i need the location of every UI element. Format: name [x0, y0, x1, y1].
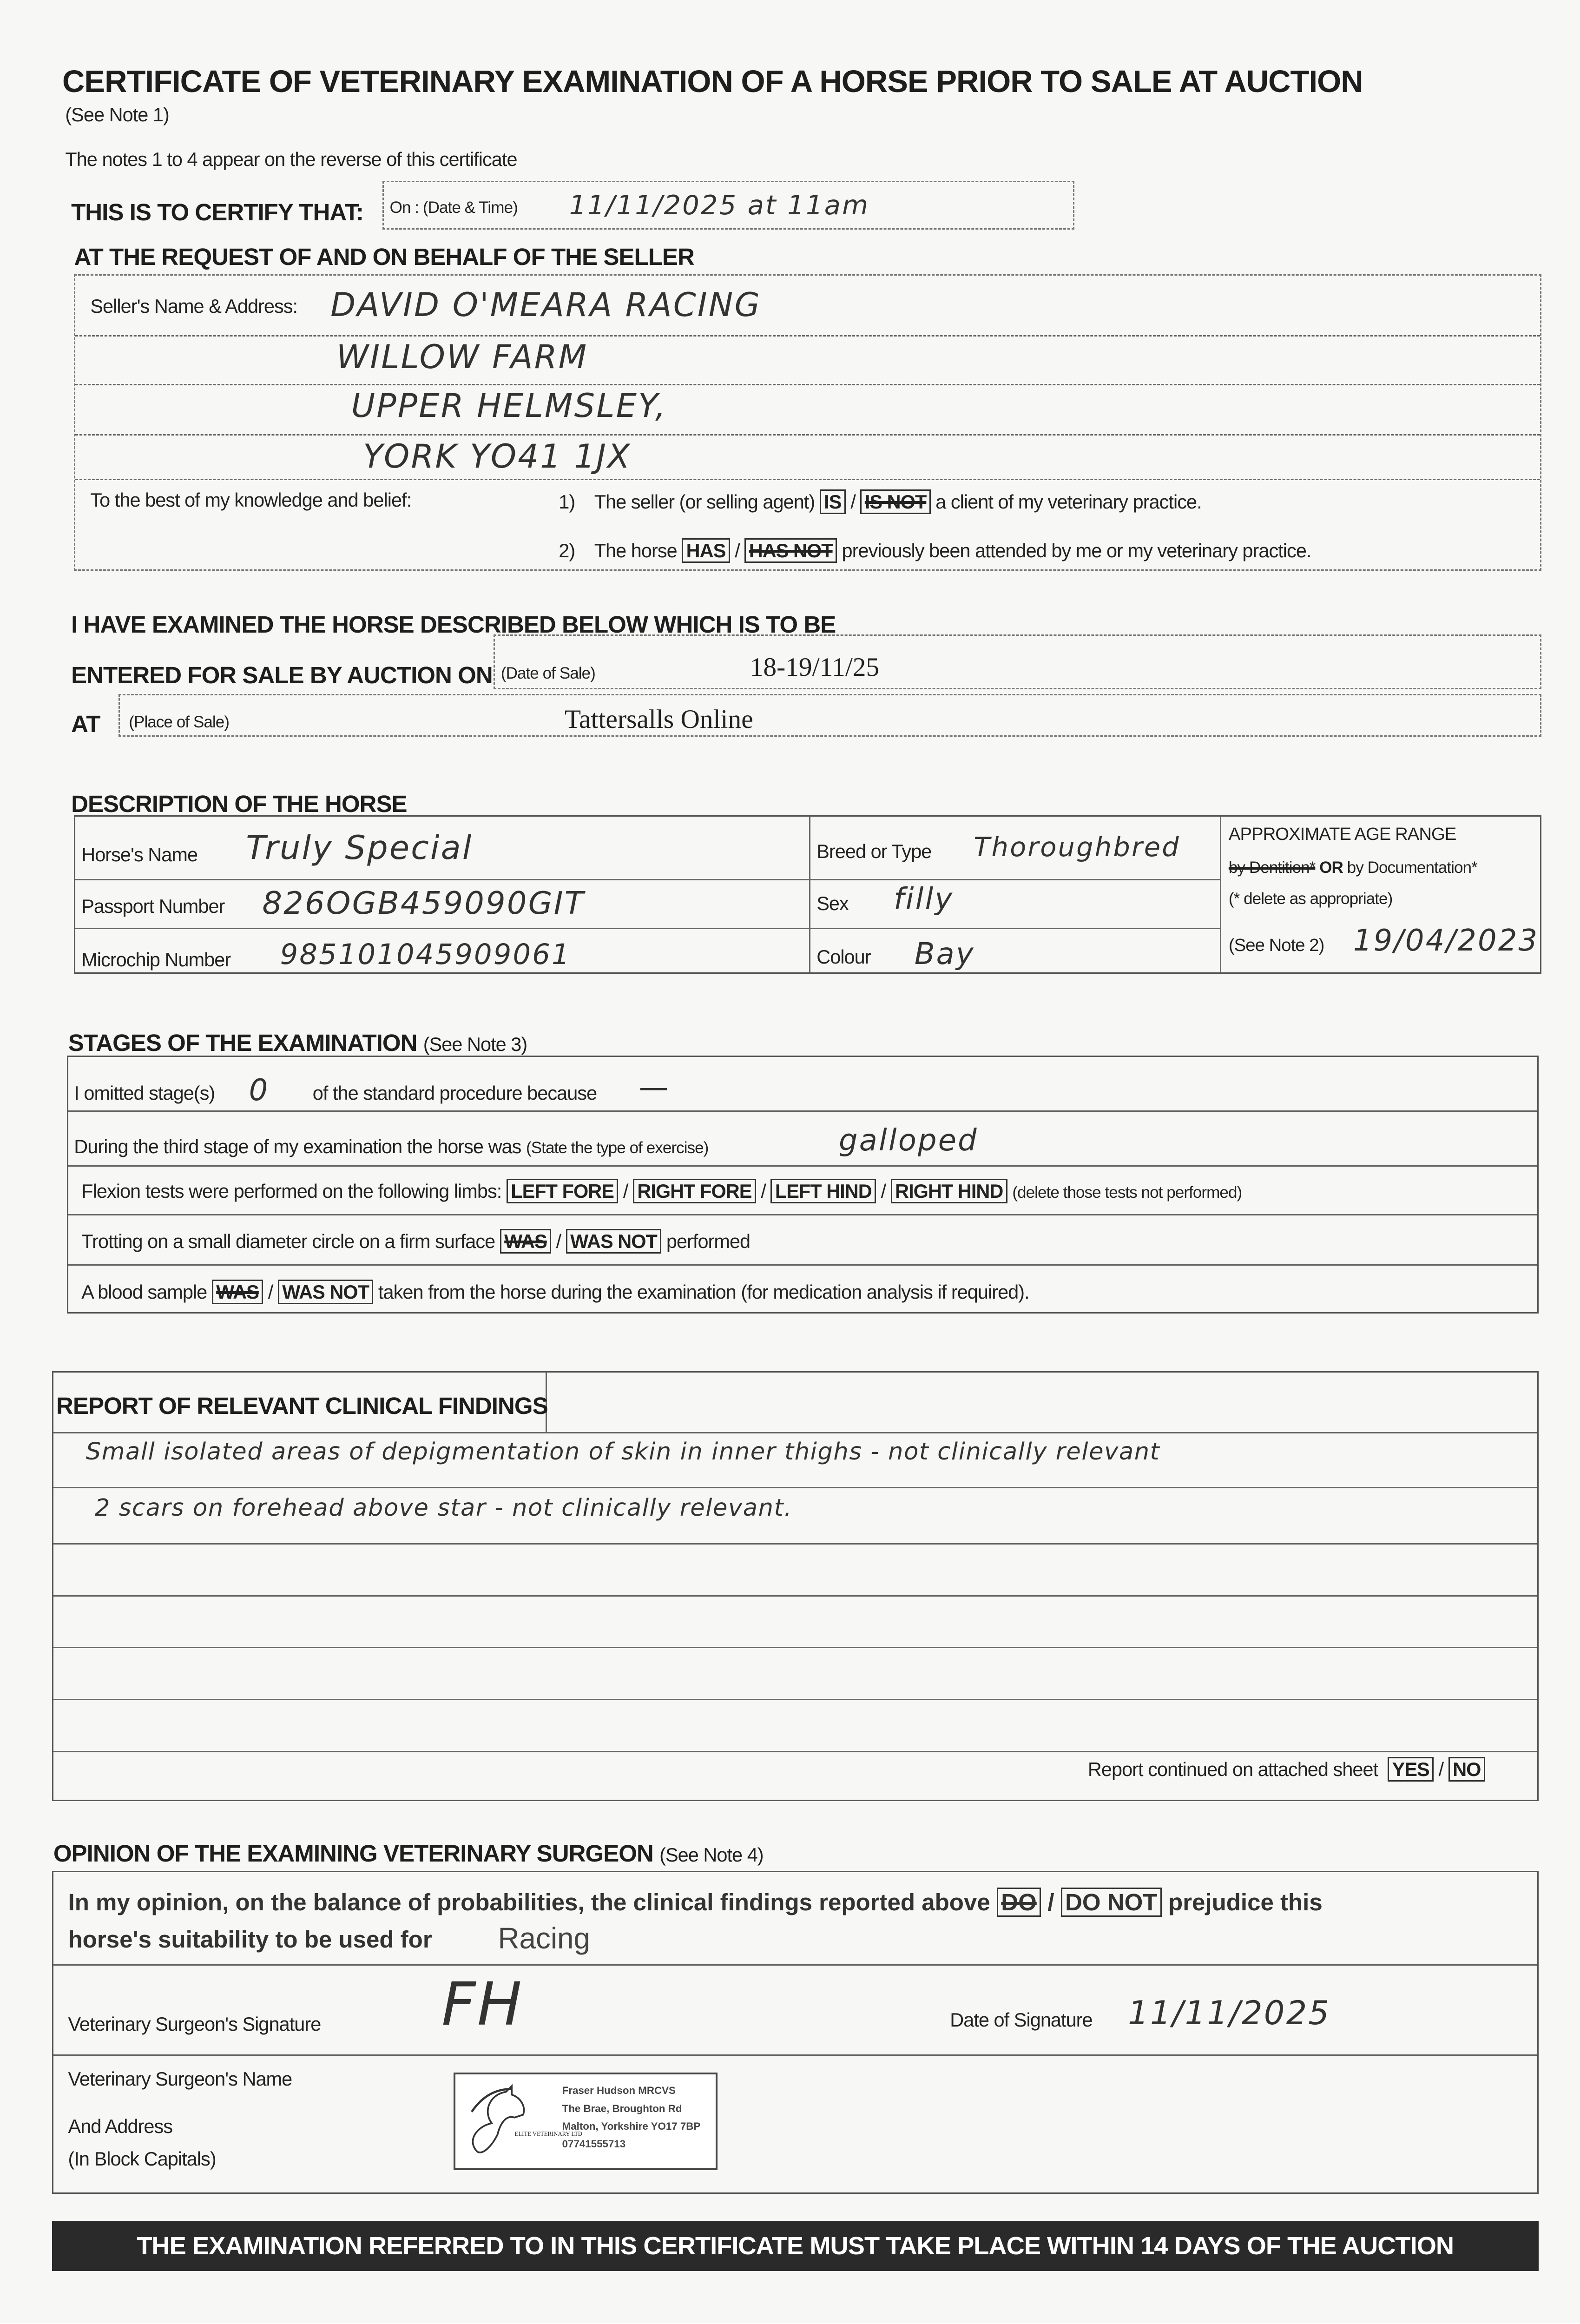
trot-label: Trotting on a small diameter circle on a firm surface: [81, 1230, 495, 1253]
report-continued-label: Report continued on attached sheet: [1087, 1758, 1378, 1780]
use-value: Racing: [498, 1921, 591, 1955]
stages-heading-text: STAGES OF THE EXAMINATION: [68, 1029, 417, 1056]
see-note-1: (See Note 1): [65, 104, 169, 126]
flexion-hint: (delete those tests not performed): [1012, 1183, 1242, 1202]
omitted-reason: —: [639, 1070, 670, 1105]
blood-was-not-option[interactable]: WAS NOT: [278, 1280, 374, 1304]
trot-was-option[interactable]: WAS: [500, 1229, 551, 1254]
vet-name-label: Veterinary Surgeon's Name: [68, 2068, 292, 2090]
seller-line-1: DAVID O'MEARA RACING: [330, 286, 762, 324]
opinion-note: (See Note 4): [659, 1844, 764, 1866]
age-heading: APPROXIMATE AGE RANGE: [1228, 824, 1456, 845]
description-table: [74, 815, 1541, 974]
has-option[interactable]: HAS: [682, 538, 730, 563]
trot-row: Trotting on a small diameter circle on a firm surface WAS / WAS NOT performed: [81, 1230, 750, 1253]
certify-date-value: 11/11/2025 at 11am: [569, 190, 870, 221]
date-signature-label: Date of Signature: [950, 2008, 1093, 2031]
seller-section: [74, 274, 1541, 571]
seller-label: Seller's Name & Address:: [90, 295, 298, 317]
continued-no-option[interactable]: NO: [1448, 1757, 1485, 1782]
report-heading: REPORT OF RELEVANT CLINICAL FINDINGS: [56, 1392, 548, 1419]
age-by-documentation-option[interactable]: by Documentation*: [1347, 858, 1477, 877]
stamp-line-1: Fraser Hudson MRCVS: [562, 2085, 676, 2097]
microchip-label: Microchip Number: [81, 949, 231, 971]
blood-was-option[interactable]: WAS: [212, 1280, 263, 1304]
sex-label: Sex: [816, 892, 849, 914]
microchip-value: 985101045909061: [280, 938, 571, 971]
opinion-text-3: horse's suitability to be used for: [68, 1926, 432, 1953]
certify-label: THIS IS TO CERTIFY THAT:: [71, 199, 364, 226]
date-signature-value: 11/11/2025: [1128, 1994, 1331, 2032]
continued-yes-option[interactable]: YES: [1388, 1757, 1434, 1782]
block-capitals-label: (In Block Capitals): [68, 2148, 216, 2170]
passport-label: Passport Number: [81, 895, 225, 918]
stamp-logo-text: ELITE VETERINARY LTD: [514, 2131, 582, 2138]
breed-label: Breed or Type: [816, 840, 932, 863]
belief-2-text: The horse: [594, 539, 677, 561]
sale-date-field[interactable]: [494, 634, 1541, 689]
blood-row: A blood sample WAS / WAS NOT taken from the horse during the examination (for medication analysis if required).: [81, 1281, 1029, 1303]
third-stage-text: During the third stage of my examination the horse was: [74, 1135, 521, 1157]
colour-label: Colour: [816, 945, 871, 968]
notes-line: The notes 1 to 4 appear on the reverse of this certificate: [65, 148, 517, 170]
age-delete-note: (* delete as appropriate): [1228, 889, 1393, 908]
third-stage-label: [74, 1136, 708, 1158]
examined-heading: I HAVE EXAMINED THE HORSE DESCRIBED BELOW WHICH IS TO BE: [71, 611, 836, 638]
do-option[interactable]: DO: [997, 1888, 1041, 1917]
stamp-line-2: The Brae, Broughton Rd: [562, 2102, 682, 2114]
opinion-text-2: prejudice this: [1168, 1889, 1323, 1916]
belief-1-num: 1): [559, 490, 575, 513]
belief-2-num: 2): [559, 539, 575, 561]
vet-address-label: And Address: [68, 2115, 173, 2138]
blood-label: A blood sample: [81, 1281, 207, 1303]
horse-name-value: Truly Special: [246, 828, 473, 867]
flexion-row: Flexion tests were performed on the following limbs: LEFT FORE / RIGHT FORE / LEFT HIND / RIGHT HIND (delete those tests not performed): [81, 1180, 1242, 1202]
age-method: [1229, 858, 1477, 877]
seller-heading: AT THE REQUEST OF AND ON BEHALF OF THE SELLER: [74, 244, 694, 271]
omitted-value: 0: [249, 1073, 270, 1108]
belief-1-post: a client of my veterinary practice.: [935, 490, 1202, 513]
certify-on-label: On : (Date & Time): [389, 198, 518, 217]
signature-value: FH: [441, 1970, 523, 2039]
omitted-because: of the standard procedure because: [312, 1082, 597, 1104]
third-stage-value: galloped: [839, 1123, 978, 1158]
blood-post: taken from the horse during the examination (for medication analysis if required).: [378, 1281, 1029, 1303]
breed-value: Thoroughbred: [974, 832, 1180, 863]
passport-value: 826OGB459090GIT: [262, 885, 585, 921]
report-line-1: Small isolated areas of depigmentation of skin in inner thighs - not clinically relevant: [86, 1438, 1160, 1466]
opinion-heading: [53, 1840, 764, 1867]
opinion-box: [52, 1871, 1539, 2194]
belief-2: [559, 540, 1311, 562]
age-by-dentition-option[interactable]: by Dentition*: [1228, 858, 1316, 877]
belief-1-text: The seller (or selling agent): [594, 490, 815, 513]
place-label: (Place of Sale): [129, 713, 229, 731]
flexion-label: Flexion tests were performed on the following limbs:: [81, 1180, 502, 1202]
trot-post: performed: [666, 1230, 750, 1253]
certify-date-field[interactable]: [382, 181, 1074, 230]
trot-was-not-option[interactable]: WAS NOT: [566, 1229, 662, 1254]
is-not-option[interactable]: IS NOT: [860, 489, 930, 514]
page-title: CERTIFICATE OF VETERINARY EXAMINATION OF A HORSE PRIOR TO SALE AT AUCTION: [62, 64, 1363, 99]
separator: /: [850, 490, 856, 513]
stages-table: [67, 1056, 1539, 1314]
report-continued: Report continued on attached sheet YES / NO: [1088, 1758, 1485, 1781]
sale-date-value: 18-19/11/25: [750, 653, 880, 682]
at-label: AT: [71, 710, 100, 737]
colour-value: Bay: [914, 937, 975, 971]
stages-heading: [68, 1029, 527, 1056]
third-stage-hint: (State the type of exercise): [526, 1138, 709, 1157]
seller-line-2: WILLOW FARM: [336, 338, 588, 376]
omitted-label: I omitted stage(s): [74, 1082, 215, 1104]
stamp-line-3: Malton, Yorkshire YO17 7BP: [562, 2120, 701, 2132]
left-fore-option[interactable]: LEFT FORE: [507, 1179, 618, 1203]
age-or: OR: [1319, 858, 1343, 877]
place-value: Tattersalls Online: [565, 704, 753, 734]
footer-banner: THE EXAMINATION REFERRED TO IN THIS CERTIFICATE MUST TAKE PLACE WITHIN 14 DAYS OF THE AUCTION: [52, 2221, 1539, 2271]
age-value: 19/04/2023: [1353, 923, 1539, 958]
report-box: [52, 1371, 1539, 1801]
sex-value: filly: [894, 882, 954, 917]
stamp-line-4: 07741555713: [562, 2138, 626, 2150]
stages-note: (See Note 3): [423, 1033, 527, 1055]
signature-label: Veterinary Surgeon's Signature: [68, 2013, 321, 2035]
sale-place-field[interactable]: [118, 694, 1541, 737]
report-line-2: 2 scars on forehead above star - not clinically relevant.: [94, 1494, 793, 1522]
is-option[interactable]: IS: [820, 489, 846, 514]
seller-line-4: YORK YO41 1JX: [363, 437, 632, 475]
belief-1: [559, 491, 1201, 513]
do-not-option[interactable]: DO NOT: [1061, 1888, 1162, 1917]
horse-logo-icon: [461, 2083, 556, 2163]
age-see-note: (See Note 2): [1228, 935, 1324, 956]
right-fore-option[interactable]: RIGHT FORE: [633, 1179, 756, 1203]
horse-name-label: Horse's Name: [81, 843, 198, 865]
opinion-text-1: In my opinion, on the balance of probabilities, the clinical findings reported above: [68, 1889, 990, 1916]
opinion-text-line-1: In my opinion, on the balance of probabilities, the clinical findings reported above DO / DO NOT prejudice this: [68, 1888, 1323, 1916]
sale-date-label: (Date of Sale): [500, 664, 595, 682]
seller-line-3: UPPER HELMSLEY,: [351, 387, 667, 425]
left-hind-option[interactable]: LEFT HIND: [770, 1179, 876, 1203]
opinion-heading-text: OPINION OF THE EXAMINING VETERINARY SURGEON: [53, 1840, 653, 1867]
entered-heading: ENTERED FOR SALE BY AUCTION ON: [71, 661, 493, 688]
separator: /: [735, 539, 740, 561]
description-heading: DESCRIPTION OF THE HORSE: [71, 791, 407, 817]
vet-practice-stamp: [454, 2073, 718, 2171]
right-hind-option[interactable]: RIGHT HIND: [891, 1179, 1007, 1203]
has-not-option[interactable]: HAS NOT: [744, 538, 837, 563]
belief-label: To the best of my knowledge and belief:: [90, 489, 412, 511]
belief-2-post: previously been attended by me or my veterinary practice.: [842, 539, 1311, 561]
